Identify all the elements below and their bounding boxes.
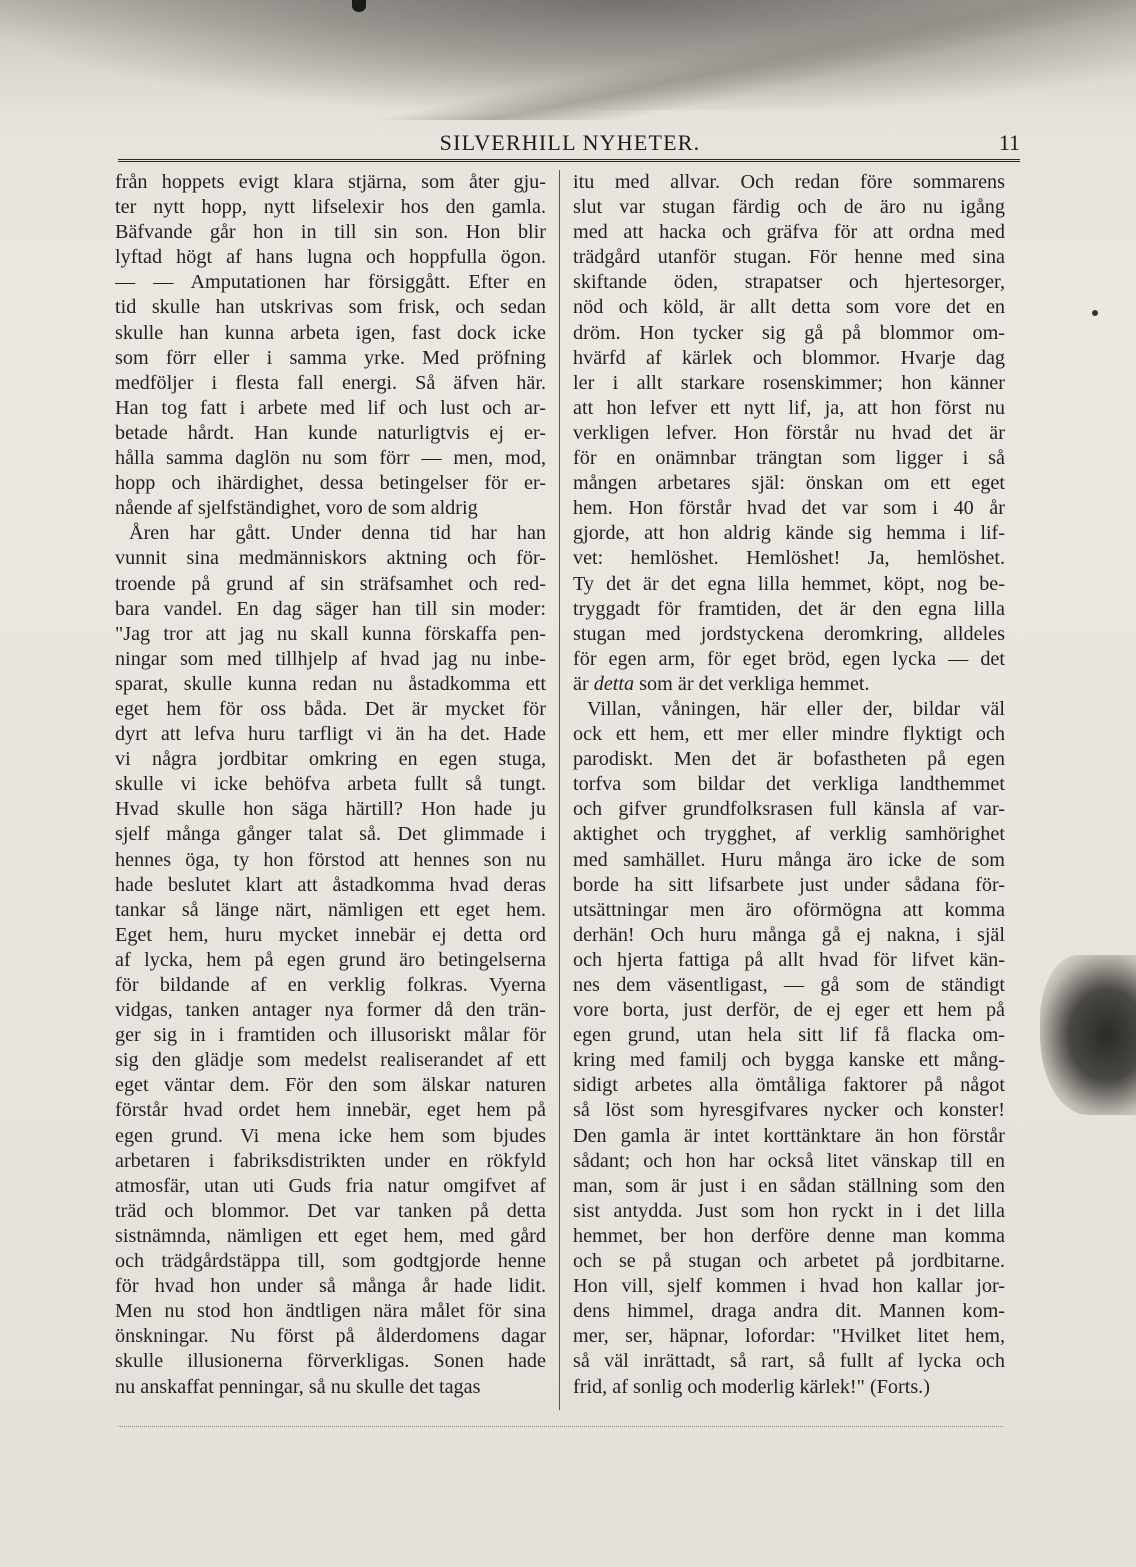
page-header [120,128,1020,158]
text-line: och se på stugan och arbetet på jordbitarne. [573,1250,1005,1273]
text-line: ock ett hem, ett mer eller mindre flyktigt och [573,723,1005,746]
ink-dot [1092,310,1098,316]
text-line: af lycka, hem på egen grund äro betingelserna [115,948,546,971]
text-line: att hon lefver ett nytt lif, ja, att hon först nu [573,396,1005,419]
text-line: är detta som är det verkliga hemmet. [573,672,870,695]
text-line: träd och blommor. Det var tanken på detta [115,1199,546,1222]
text-line: sådant; och hon har också litet vänskap till en [573,1149,1005,1172]
text-line: och trädgårdstäppa till, som godtgjorde henne [115,1250,546,1273]
text-line: skulle vi icke behöfva arbeta fullt så tungt. [115,773,546,796]
text-line: aktighet och trygghet, af verklig samhörighet [573,823,1005,846]
text-line: ler i allt starkare rosenskimmer; hon känner [573,371,1005,394]
text-line: nöd och köld, är allt detta som vore det en [573,296,1005,319]
text-line: vi några jordbitar omkring en egen stuga, [115,748,546,771]
text-line: eget väntar dem. För den som älskar naturen [115,1074,546,1097]
text-line: hemmet, ber hon derföre denne man komma [573,1224,1005,1247]
text-line: mer, ser, häpnar, lofordar: "Hvilket litet hem, [573,1325,1005,1348]
text-line: Åren har gått. Under denna tid har han [129,522,546,545]
ink-blot [352,0,366,12]
text-line: trädgård utanför stugan. För henne med sina [573,246,1005,269]
text-line: Men nu stod hon ändtligen nära målet för sina [115,1300,546,1323]
text-line: för hvad hon under så många år hade lidit. [115,1275,546,1298]
text-line: dyrt att lefva huru tarfligt vi än ha det. Hade [115,723,546,746]
text-line: dens himmel, draga andra dit. Mannen kom- [573,1300,1005,1323]
text-line: vidgas, tanken antager nya former då den trän- [115,999,546,1022]
text-line: nående af sjelfständighet, voro de som aldrig [115,497,478,520]
text-line: Hon vill, sjelf kommen i hvad hon kallar jor- [573,1275,1005,1298]
text-line: skiftande öden, strapatser och hjertesorger, [573,271,1005,294]
text-line: skulle han kunna arbeta igen, fast dock icke [115,321,546,344]
text-line: Villan, våningen, här eller der, bildar väl [587,697,1005,720]
text-line: parodiskt. Men det är bofastheten på egen [573,748,1005,771]
text-line: för bildande af en verklig folkras. Vyerna [115,974,546,996]
text-line: sidigt arbetes alla ömtåliga faktorer på något [573,1074,1005,1097]
text-line: Hvad skulle hon säga härtill? Hon hade ju [115,798,546,821]
text-line: hennes öga, ty hon förstod att hennes son nu [115,848,546,871]
text-line: med samhället. Huru många äro icke de som [573,848,1005,871]
text-line: för en onämnbar trängtan som ligger i så [573,447,1005,470]
text-line: betade hårdt. Han kunde naturligtvis ej er- [115,421,546,444]
text-line: så löst som hyresgifvares nycker och konster! [573,1099,1005,1122]
text-line: önskningar. Nu först på ålderdomens dagar [115,1325,546,1348]
text-line: hopp och ihärdighet, dessa betingelser för er- [115,472,546,495]
text-line: för egen arm, för eget bröd, egen lycka — det [573,647,1005,670]
text-line: sjelf många gånger talat så. Det glimmade i [115,823,546,846]
text-line: vunnit sina medmänniskors aktning och för- [115,547,546,570]
text-line: Bäfvande går hon in till sin son. Hon blir [115,221,546,244]
text-line: dröm. Hon tycker sig gå på blommor om- [573,321,1005,344]
text-line: Ty det är det egna lilla hemmet, köpt, nog be- [573,572,1005,595]
text-line: gjorde, att hon aldrig kände sig hemma i lif- [573,522,1005,545]
text-line: itu med allvar. Och redan före sommarens [573,171,1005,193]
text-line: sist antydda. Just som hon ryckt in i det lilla [573,1199,1005,1222]
text-line: bara vandel. En dag säger han till sin moder: [115,597,546,620]
text-line: sparat, skulle kunna redan nu åstadkomma ett [115,672,546,695]
text-line: hade beslutet klart att åstadkomma hvad deras [115,873,546,896]
text-line: Han tog fatt i arbete med lif och lust och ar- [115,396,546,419]
text-line: och hjerta fattiga på allt hvad för lifvet kän- [573,948,1005,971]
text-line: skulle illusionerna förverkligas. Sonen hade [115,1350,546,1373]
publication-title: SILVERHILL NYHETER. [439,130,701,155]
text-line: tankar så länge närt, nämligen ett eget hem. [115,898,546,921]
text-line: hålla samma daglön nu som förr — men, mod, [115,447,546,470]
text-line: vore borta, just derför, de ej eger ett hem på [573,999,1005,1022]
text-line: egen grund, utan hela sitt lif få flacka om- [573,1024,1005,1047]
text-line: egen grund. Vi mena icke hem som bjudes [115,1124,546,1147]
text-line: förstår hvad ordet hem innebär, eget hem på [115,1099,546,1122]
text-line: medföljer i flesta fall energi. Så äfven här. [115,371,546,394]
text-line: tid skulle han utskrivas som frisk, och sedan [115,296,546,319]
text-line: som förr eller i samma yrke. Med pröfning [115,346,546,369]
text-line: troende på grund af sin sträfsamhet och red- [115,572,546,595]
text-line: hvärfd af kärlek och blommor. Hvarje dag [573,346,1005,369]
text-line: torfva som bildar det verkliga landthemmet [573,773,1005,796]
text-line: från hoppets evigt klara stjärna, som åter gju- [115,171,546,193]
right-column [573,170,1005,1420]
text-line: eget hem för oss båda. Det är mycket för [115,697,546,720]
header-rule [118,159,1020,162]
column-divider [559,170,560,1410]
text-line: med att hacka och gräfva för att ordna med [573,221,1005,244]
text-line: ter nytt hopp, nytt lifselexir hos den gamla. [115,196,546,219]
text-line: arbetaren i fabriksdistrikten under en rökfyld [115,1149,546,1172]
paper-tear [0,0,1136,120]
text-line: mången arbetares själ: önskan om ett eget [573,472,1005,495]
page-number: 11 [998,130,1020,155]
paper-damage-stain [1040,955,1136,1115]
text-line: utsättningar men äro oförmögna att komma [573,898,1005,921]
footer-rule [118,1426,1003,1427]
text-line: nu anskaffat penningar, så nu skulle det tagas [115,1375,481,1398]
text-line: ger sig in i framtiden och illusoriskt målar för [115,1024,546,1047]
text-line: sistnämnda, nämligen ett eget hem, med gård [115,1224,546,1247]
text-line: lyftad högt af hans lugna och hoppfulla ögon. [115,246,546,269]
text-line: stugan med jordstyckena deromkring, alldeles [573,622,1005,645]
text-line: "Jag tror att jag nu skall kunna förskaffa pen- [115,622,546,645]
text-line: hem. Hon förstår hvad det var som i 40 år [573,497,1005,520]
text-line: och gifver grundfolksrasen full känsla af var- [573,798,1005,821]
text-line: verkligen lefver. Hon förstår nu hvad det är [573,421,1005,444]
text-line: — — Amputationen har försiggått. Efter en [115,271,546,294]
text-line: atmosfär, utan uti Guds fria natur omgifvet af [115,1174,546,1197]
text-line: tryggadt för framtiden, det är den egna lilla [573,597,1005,620]
text-line: man, som är just i en sådan ställning som den [573,1174,1005,1197]
text-line: så väl inrättadt, så rart, så fullt af lycka och [573,1350,1005,1373]
text-line: Eget hem, huru mycket innebär ej detta ord [115,923,546,946]
text-line: ningar som med tillhjelp af hvad jag nu inbe- [115,647,546,670]
text-line: frid, af sonlig och moderlig kärlek!" (Forts.) [573,1375,930,1398]
text-line: vet: hemlöshet. Hemlöshet! Ja, hemlöshet. [573,547,1005,570]
left-column [115,170,546,1420]
text-line: Den gamla är intet korttänktare än hon förstår [573,1124,1005,1147]
text-line: borde ha sitt lifsarbete just under sådana för- [573,873,1005,896]
text-line: nes dem väsentligast, — gå som de ständigt [573,974,1005,996]
text-line: derhän! Och huru många gå ej nakna, i själ [573,923,1005,946]
text-line: sig den glädje som medelst realiserandet af ett [115,1049,546,1072]
text-line: kring med familj och bygga kanske ett mång- [573,1049,1005,1072]
text-line: slut var stugan färdig och de äro nu igång [573,196,1005,219]
